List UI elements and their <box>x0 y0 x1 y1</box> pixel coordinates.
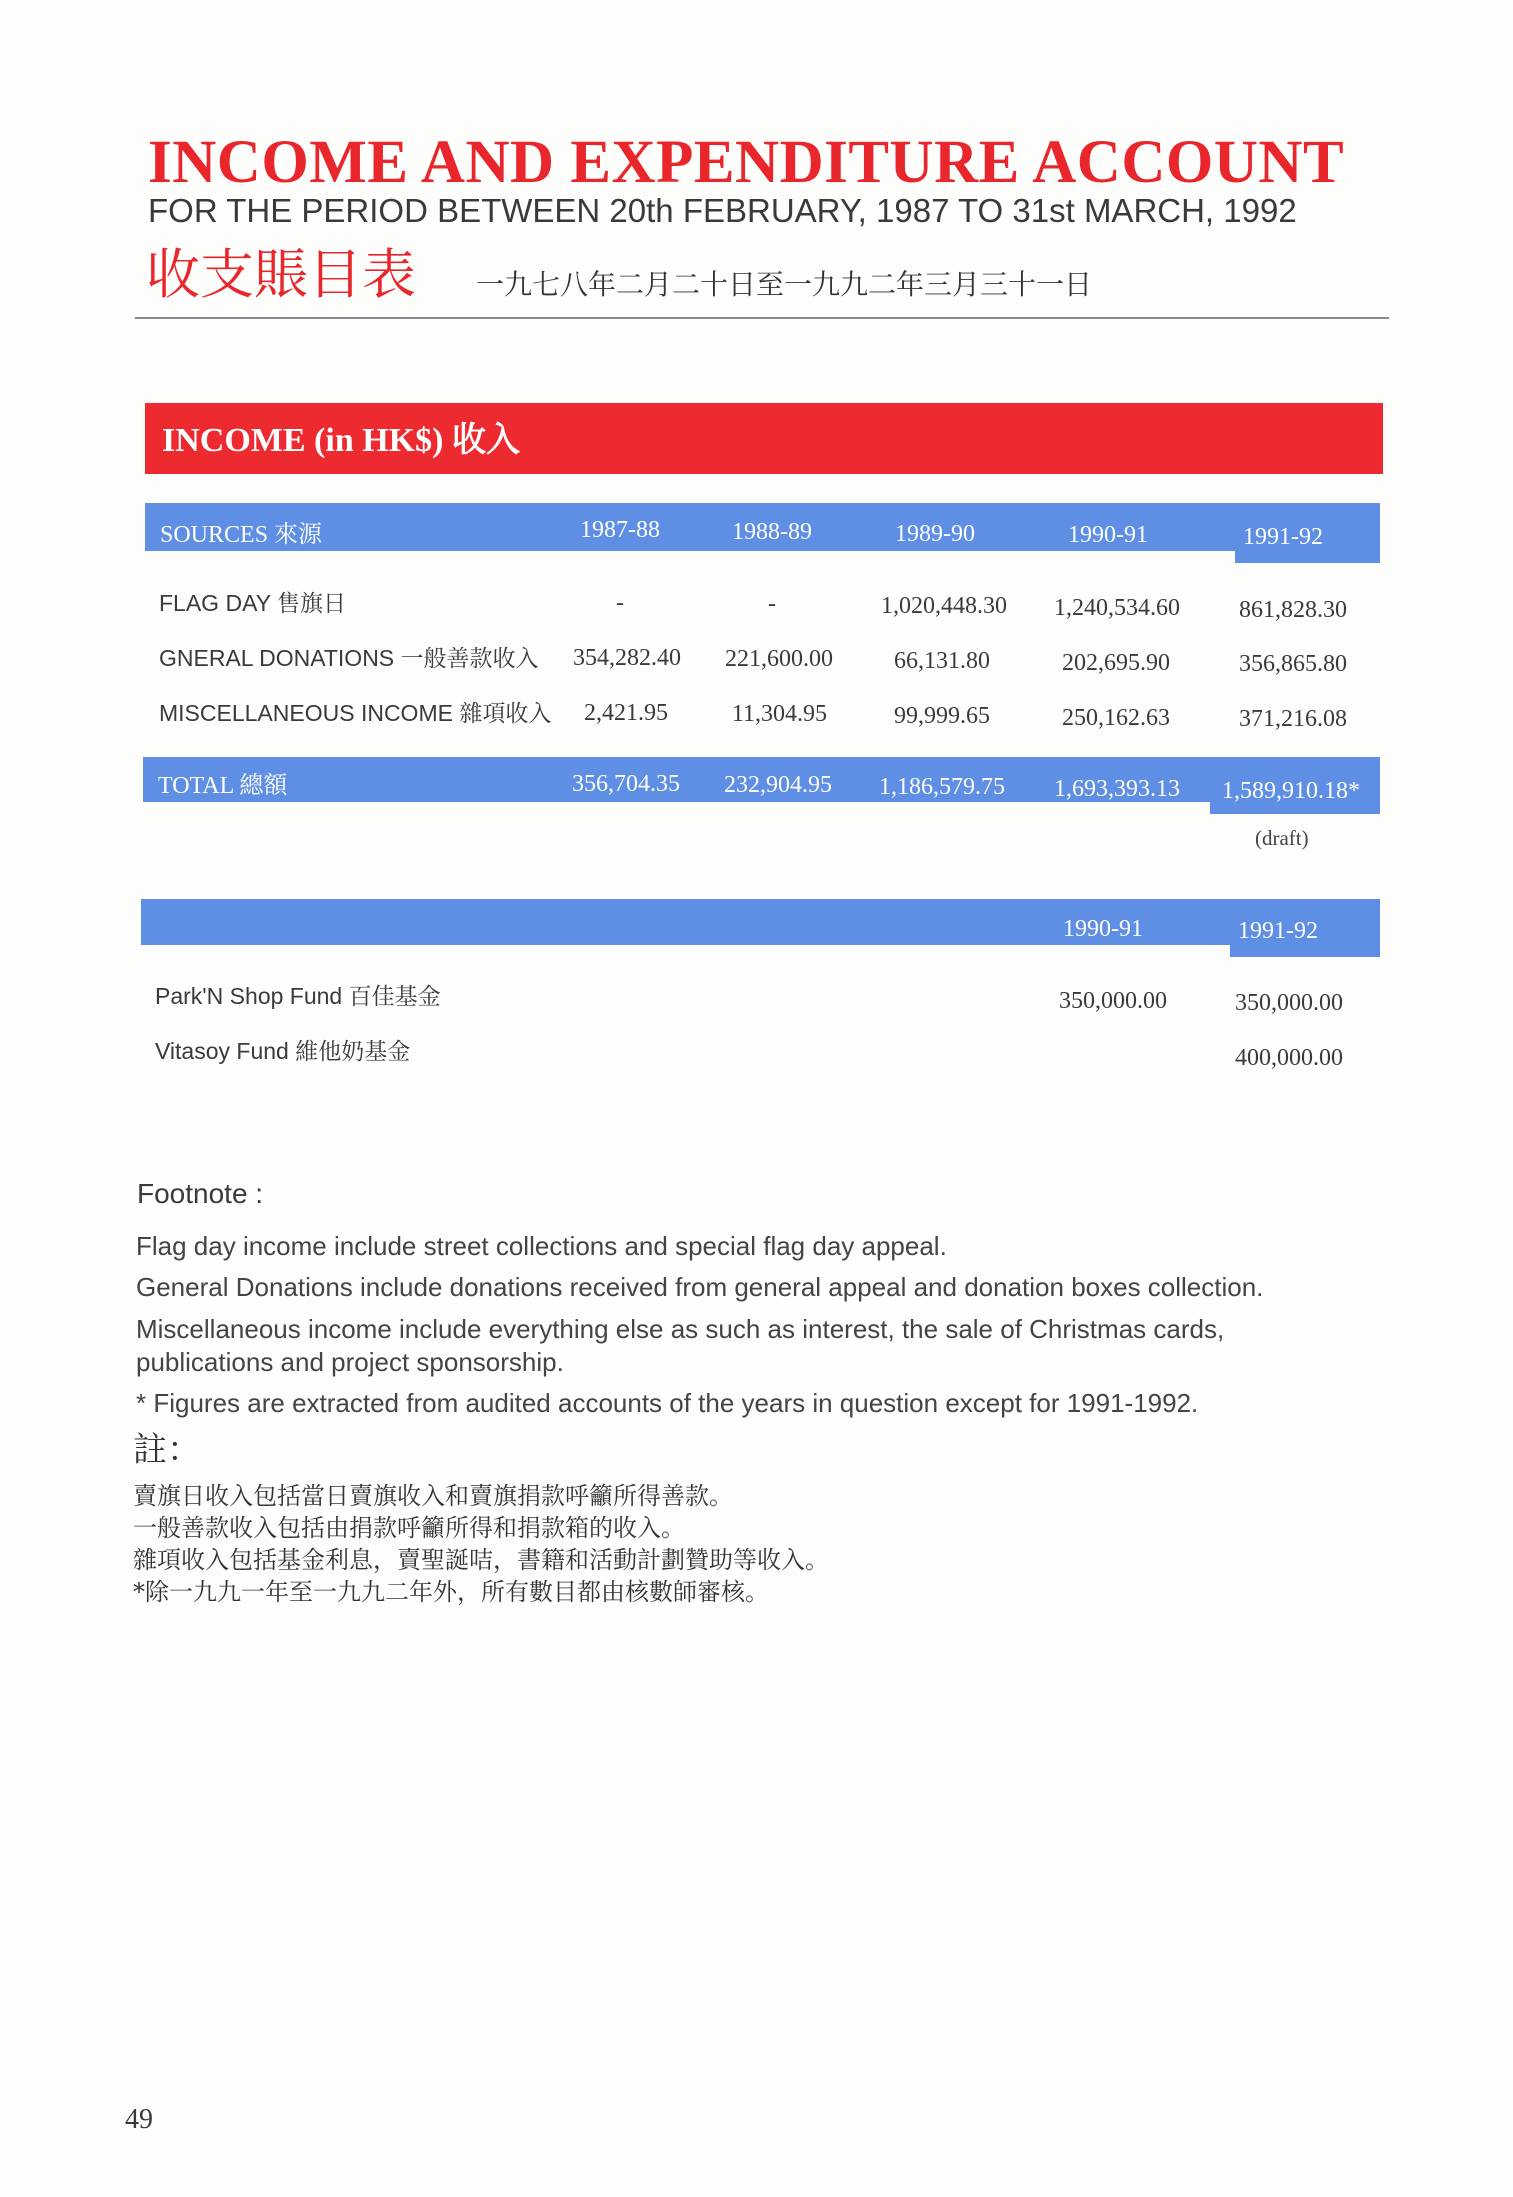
cell-value: 221,600.00 <box>725 646 833 672</box>
page-number: 49 <box>125 2104 153 2135</box>
total-value: 1,589,910.18* <box>1222 778 1360 804</box>
funds-header-bar <box>141 899 1380 945</box>
cell-value: 2,421.95 <box>584 700 668 726</box>
year-header-1991-92: 1991-92 <box>1238 918 1318 944</box>
cell-value: 354,282.40 <box>573 645 681 671</box>
chinese-footnote-line: *除一九九一年至一九九二年外，所有數目都由核數師審核。 <box>133 1578 769 1606</box>
chinese-title: 收支賬目表 <box>146 243 416 306</box>
footnote-line: Flag day income include street collections and special flag day appeal. <box>136 1231 947 1261</box>
footnote-label: Footnote : <box>137 1178 264 1209</box>
cell-value: 350,000.00 <box>1235 990 1343 1016</box>
draft-note: (draft) <box>1255 826 1309 850</box>
cell-value: 11,304.95 <box>731 701 827 727</box>
row-label: Park'N Shop Fund 百佳基金 <box>155 983 441 1009</box>
total-value: 1,186,579.75 <box>879 774 1005 800</box>
year-header-1988-89: 1988-89 <box>732 519 812 545</box>
footnote-line: * Figures are extracted from audited accounts of the years in question except for 1991-1992. <box>136 1388 1199 1418</box>
year-header-1989-90: 1989-90 <box>895 521 975 547</box>
cell-value: 1,240,534.60 <box>1054 595 1180 621</box>
total-label: TOTAL 總額 <box>158 773 288 799</box>
footnote-line: Miscellaneous income include everything else as such as interest, the sale of Christmas cards, publications and project sponsorship. <box>136 1314 1225 1377</box>
cell-value: 356,865.80 <box>1239 651 1347 677</box>
year-header-1990-91: 1990-91 <box>1063 916 1143 942</box>
total-value: 1,693,393.13 <box>1054 776 1180 802</box>
cell-value: 66,131.80 <box>894 648 990 674</box>
cell-value: 202,695.90 <box>1062 650 1170 676</box>
cell-value: 371,216.08 <box>1239 706 1347 732</box>
row-label: Vitasoy Fund 維他奶基金 <box>155 1038 411 1064</box>
chinese-footnote-label: 註： <box>133 1430 201 1470</box>
cell-value: 400,000.00 <box>1235 1045 1343 1071</box>
page-title: INCOME AND EXPENDITURE ACCOUNT <box>148 129 1345 196</box>
cell-value: - <box>616 590 624 616</box>
chinese-footnote-line: 賣旗日收入包括當日賣旗收入和賣旗捐款呼籲所得善款。 <box>133 1482 733 1510</box>
total-value: 232,904.95 <box>724 772 832 798</box>
year-header-1990-91: 1990-91 <box>1068 522 1148 548</box>
sources-header: SOURCES 來源 <box>160 522 323 548</box>
income-heading: INCOME (in HK$) 收入 <box>162 422 520 459</box>
year-header-1987-88: 1987-88 <box>580 517 660 543</box>
chinese-period: 一九七八年二月二十日至一九九二年三月三十一日 <box>476 268 1093 301</box>
footnote-line: General Donations include donations received from general appeal and donation boxes collection. <box>136 1272 1264 1302</box>
row-label: MISCELLANEOUS INCOME 雜項收入 <box>159 700 552 726</box>
row-label: GNERAL DONATIONS 一般善款收入 <box>159 645 539 671</box>
chinese-footnote-line: 一般善款收入包括由捐款呼籲所得和捐款箱的收入。 <box>133 1514 685 1542</box>
cell-value: 99,999.65 <box>894 703 990 729</box>
cell-value: 350,000.00 <box>1059 988 1167 1014</box>
total-value: 356,704.35 <box>572 771 680 797</box>
chinese-footnote-line: 雜項收入包括基金利息，賣聖誕咭，書籍和活動計劃贊助等收入。 <box>133 1546 829 1574</box>
cell-value: 250,162.63 <box>1062 705 1170 731</box>
cell-value: 1,020,448.30 <box>881 593 1007 619</box>
year-header-1991-92: 1991-92 <box>1243 524 1323 550</box>
row-label: FLAG DAY 售旗日 <box>159 590 347 616</box>
page-subtitle: FOR THE PERIOD BETWEEN 20th FEBRUARY, 1987 TO 31st MARCH, 1992 <box>148 192 1297 229</box>
cell-value: - <box>768 591 776 617</box>
header-divider <box>135 317 1389 319</box>
cell-value: 861,828.30 <box>1239 597 1347 623</box>
